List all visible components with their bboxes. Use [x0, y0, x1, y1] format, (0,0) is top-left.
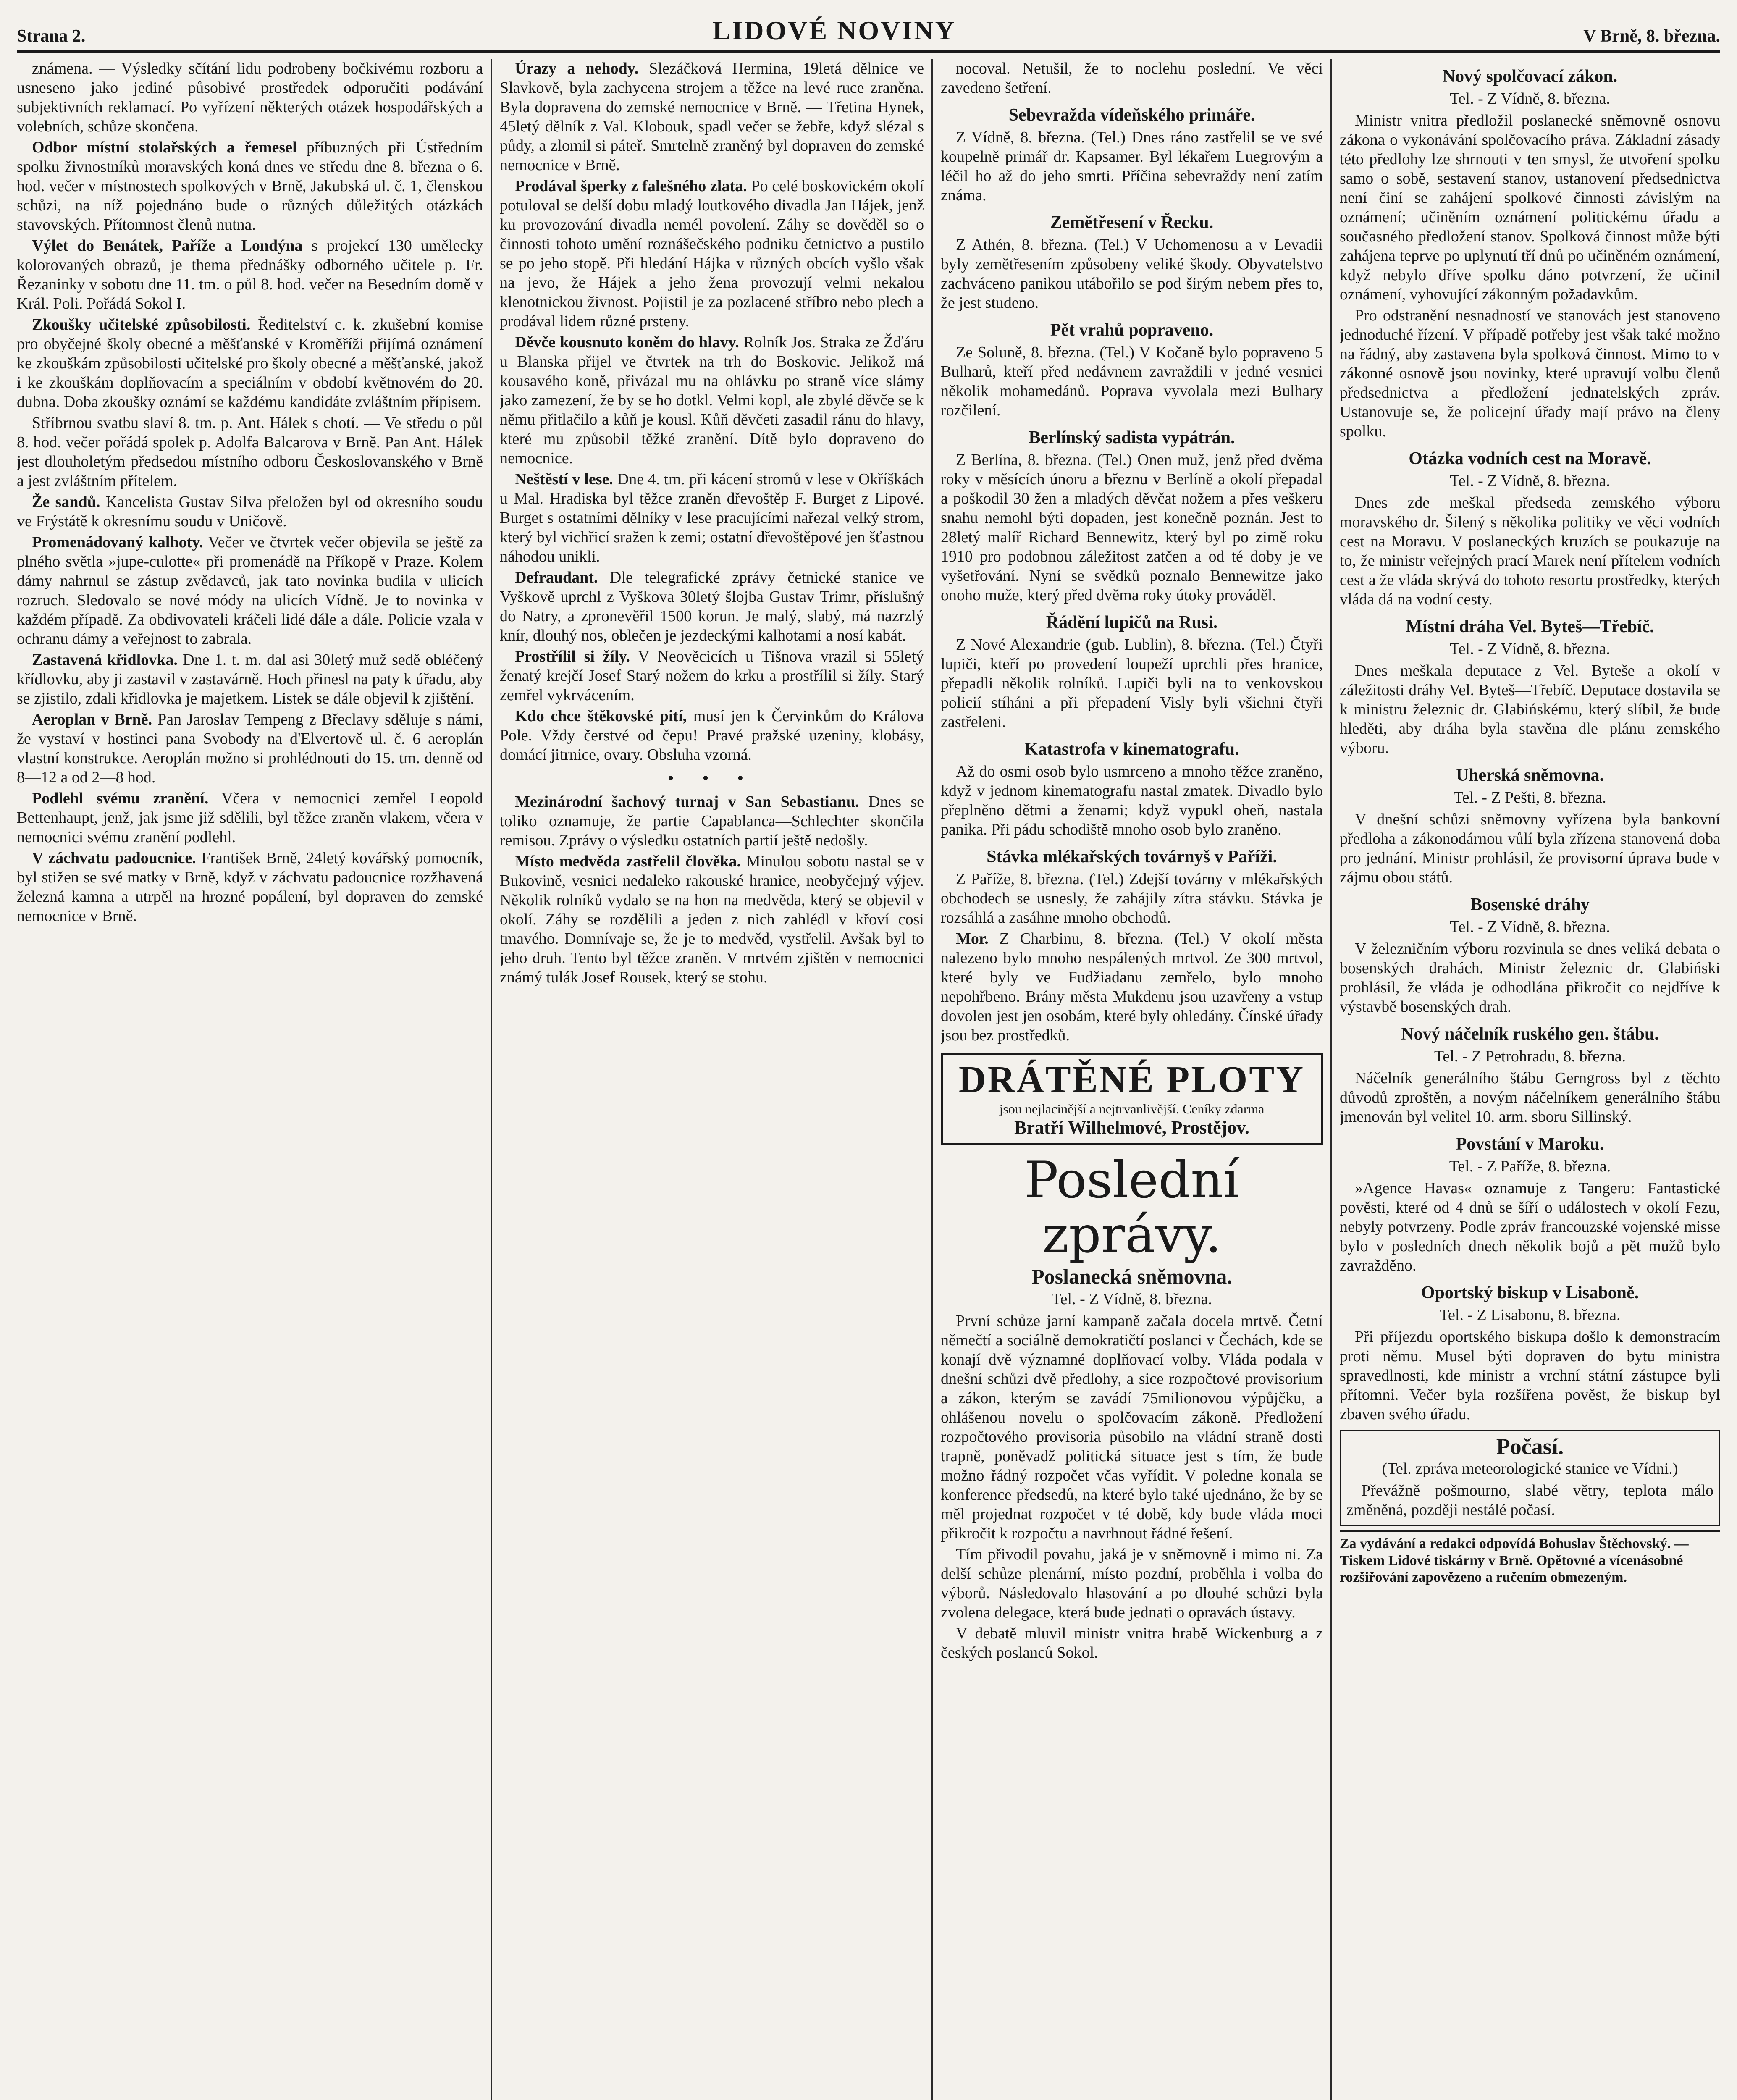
article-text: V debatě mluvil ministr vnitra hrabě Wickenburg a z českých poslanců Sokol. [941, 1625, 1323, 1662]
article-headline: Otázka vodních cest na Moravě. [1409, 449, 1651, 468]
article-text: Z Paříže, 8. března. (Tel.) Zdejší továrny v mlékařských obchodech se usnesly, že zahájily zítra stávku. Stávka je rozsáhlá a zasáhne mnoho obchodů. [941, 870, 1323, 927]
section-heading: Poslanecká sněmovna. [1031, 1265, 1232, 1288]
article-text: Pro odstranění nesnadností ve stanovách jest stanoveno jednoduché řízení. V případě potřeby jest však také možno na řádný, aby zastavena byla spolková činnost. Mimo to v zákonné osnově jsou novinky, které upravují volbu členů předsednictva a předložení jednatelských zpráv. Ustanovuje se, že policejní úřady mají právo na členy spolku. [1340, 307, 1720, 440]
article-headline: Prostřílil si žíly. [515, 648, 630, 665]
article-headline: Defraudant. [515, 569, 598, 586]
article-text [500, 792, 924, 850]
advertisement-wire-fences [941, 1053, 1323, 1145]
ad-title: DRÁTĚNÉ PLOTY [958, 1059, 1305, 1100]
article-headline: Promenádovaný kalhoty. [32, 533, 203, 551]
article-headline: Že sandů. [32, 493, 100, 511]
article-text: Z Athén, 8. března. (Tel.) V Uchomenosu a v Levadii byly zemětřesením způsobeny veliké škody. Obyvatelstvo zachváceno panikou utábořilo se pod širým nebem přes to, že jest studeno. [941, 236, 1323, 312]
article-text: Ze Soluně, 8. března. (Tel.) V Kočaně bylo popraveno 5 Bulharů, kteří před nedávnem zavraždili v jedné vesnici několik mohamedánů. Poprava vyvolala mezi Bulhary rozčilení. [941, 344, 1323, 419]
dateline: Tel. - Z Vídně, 8. března. [1052, 1290, 1212, 1308]
article-text [17, 710, 483, 787]
article-body: musí jen k Červinkům do Králova Pole. Vždy čerstvé od čepu! Pravé pražské uzeniny, klobásy, domácí jitrnice, ovary. Obsluha vzorná. [500, 707, 924, 764]
newspaper-title: LIDOVÉ NOVINY [712, 16, 956, 45]
article-text: »Agence Havas« oznamuje z Tangeru: Fantastické pověsti, které od 4 dnů se šíří o událostech v okolí Fezu, nebyly potvrzeny. Podle zpráv francouzské vojenské misse bylo v posledních dnech několik bojů a pět mužů bylo zavražděno. [1340, 1179, 1720, 1274]
weather-forecast: Převážně pošmourno, slabé větry, teplota málo změněná, později nestálé počasí. [1346, 1482, 1713, 1519]
article-headline: Sebevražda vídeňského primáře. [1008, 105, 1255, 125]
column-3 [941, 59, 1323, 2100]
article-body: Ředitelství c. k. zkušební komise pro obyčejné školy obecné a měšťanské v Kroměříži přijímá oznámení ke zkouškám způsobilosti učitelské pro školy obecné a měšťanské, jakož i ke zkouškám doplňovacím a speciálním v období květnovém do 20. dubna. Doba zkoušky oznámí se každému kandidáte zvláštním přípisem. [17, 316, 483, 411]
article-body: V Neověcicích u Tišnova vrazil si 55letý ženatý krejčí Josef Starý nožem do krku a prostřílil si žíly. Starý zemřel vykrvácením. [500, 648, 924, 704]
article-text [17, 492, 483, 531]
article-headline: Mor. [956, 930, 989, 948]
article-body: Včera v nemocnici zemřel Leopold Bettenhaupt, jenž, jak jsme již sdělili, byl těžce zraněn vlakem, včera v nemocnici svému zranění podlehl. [17, 790, 483, 846]
dateline: Tel. - Z Vídně, 8. března. [1450, 918, 1610, 936]
article-text [17, 315, 483, 412]
article-text [500, 176, 924, 331]
article-headline: Stávka mlékařských továrnyš v Paříži. [987, 847, 1277, 866]
article-headline: Zastavená křidlovka. [32, 651, 178, 669]
article-body: Dne 4. tm. při kácení stromů v lese v Okříškách u Mal. Hradiska byl těžce zraněn dřevoštěp F. Burget z Lipové. Burget s ostatními dělníky v lese pracujícími nařezal velký strom, který byl vichřicí sražen k zemi; ostatní dřevoštěpové jen šťastnou náhodou unikli. [500, 470, 924, 565]
article-text [941, 929, 1323, 1045]
article-body: Z Charbinu, 8. března. (Tel.) V okolí města nalezeno bylo mnoho nespálených mrtvol. Ze 300 mrtvol, které byly ve Fudžiadanu zemřelo, bylo mnoho nepohřbeno. Brány města Mukdenu jsou uzavřeny a vstup dovolen jest jen osobám, které byly ohledány. Čínské úřady jsou bez prostředků. [941, 930, 1323, 1044]
article-body: příbuzných při Ústředním spolku živnostníků moravských koná dnes ve středu dne 8. března o 6. hod. večer v místnostech spolkových v Brně, Jakubská ul. č. 1, členskou schůzi, na níž pojednáno bude o různých důležitých otázkách stavovských. Přítomnost členů nutna. [17, 139, 483, 234]
article-text: Z Nové Alexandrie (gub. Lublin), 8. března. (Tel.) Čtyři lupiči, kteří po provedení loupeží uprchli přes hranice, přepadli několik rolníků. Lupiči byli na to venkovskou policií stíháni a při přepadení Visly byli všichni čtyři zastřeleni. [941, 636, 1323, 731]
article-text: V dnešní schůzi sněmovny vyřízena byla bankovní předloha a zákonodárnou vůlí byla zřízena stanovená doba pro jednání. Ministr prohlásil, že provisorní úprava bude v zájmu obou států. [1340, 811, 1720, 886]
article-headline: Podlehl svému zranění. [32, 790, 209, 807]
article-body: Slezáčková Hermina, 19letá dělnice ve Slavkově, byla zachycena strojem a těžce na levé ruce zraněna. Byla dopravena do zemské nemocnice v Brně. — Třetina Hynek, 45letý dělník z Val. Klobouk, spadl večer se žebře, když slézal s půdy, a zlomil si páteř. Smrtelně zraněný byl dopraven do zemské nemocnice v Brně. [500, 60, 924, 174]
article-headline: Místní dráha Vel. Byteš—Třebíč. [1406, 617, 1654, 636]
article-text: Dnes zde meškal předseda zemského výboru moravského dr. Šilený s několika politiky ve věci vodních cest na Moravu. V poslaneckých kruzích se poukazuje na to, že ministr veřejných prací Marek není přítelem vodních cest a že vláda skrývá do tohoto resortu prostředky, kterých vláda dá na vodní cesty. [1340, 494, 1720, 608]
article-text: Z Vídně, 8. března. (Tel.) Dnes ráno zastřelil se ve své koupelně primář dr. Kapsamer. Byl lékařem Luegrovým a léčil ho až do jeho smrti. Příčina sebevraždy není zatím známa. [941, 129, 1323, 204]
article-text: Z Berlína, 8. března. (Tel.) Onen muž, jenž před dvěma roky v měsících únoru a březnu v Berlíně a okolí přepadal a poškodil 30 žen a mladých děvčat nožem a přes veškeru snahu nemohl býti dopaden, jest konečně poznán. Jest to 28letý malíř Richard Bennewitz, který byl po zimě roku 1910 pro podobnou záležitost zatčen a od té doby je ve vyšetřování. Nyní se svědků poznalo Bennewitze jako onoho muže, který před dvěma roky útoky prováděl. [941, 451, 1323, 604]
article-headline: Uherská sněmovna. [1456, 766, 1604, 785]
article-text: Náčelník generálního štábu Gerngross byl z těchto důvodů zproštěn, a novým náčelníkem generálního štábu jmenován byl velitel 10. arm. sboru Sillinský. [1340, 1069, 1720, 1126]
article-text: Ministr vnitra předložil poslanecké sněmovně osnovu zákona o vykonávání spolčovacího práva. Základní zásady této předlohy lze shrnouti v ten smysl, že utvoření spolku samo o sobě, sestavení stanov, ustanovení předsednictva není činí se zahájení spolkové činnosti závislým na oznámení; učiněním oznámení politickému úřadu a současného předložení stanov. Spolková činnost může býti zahájena teprve po uplynutí tří dnů po učiněném oznámení, když nebylo dříve spolku dáno potvrzení, že učinil oznámení, vyhovující zákonným požadavkům. [1340, 112, 1720, 303]
article-headline: Nový náčelník ruského gen. štábu. [1401, 1024, 1659, 1044]
article-body: František Brně, 24letý kovářský pomocník, byl stižen se své matky v Brně, když v záchvatu padoucnice rozžhavená železná kamna a utrpěl na hrozné popálení, byl dopraven do zemské nemocnice v Brně. [17, 849, 483, 925]
column-divider [1330, 59, 1332, 2100]
article-text: nocoval. Netušil, že to noclehu poslední. Ve věci zavedeno šetření. [941, 60, 1323, 97]
article-body: Pan Jaroslav Tempeng z Břeclavy sděluje s námi, že vystaví v hostinci pana Svobody na d'Elvertově ul. č. 6 aeroplán vlastní konstrukce. Aeroplán možno si prohlédnouti do 15. tm. denně od 8—12 a od 2—8 hod. [17, 711, 483, 786]
article-body: Dnes se toliko oznamuje, že partie Capablanca—Schlechter skončila remisou. Zprávy o výsledku ostatních partií ještě nedošly. [500, 793, 924, 849]
article-headline: Kdo chce štěkovské pití, [515, 707, 687, 725]
article-text: známena. — Výsledky sčítání lidu podrobeny bočkivému rozboru a usneseno jako jediné působivé prostředek odporučiti podávání subjektivních reklamací. Po vyřízení některých otázek hospodářských a volebních, schůze skončena. [17, 60, 483, 135]
article-columns [17, 59, 1720, 2100]
article-body: s projekcí 130 umělecky kolorovaných obrazů, je thema přednášky odborného učitele p. Fr. Řezaninky v sobotu dne 11. tm. o půl 8. hod. večer na Besedním domě v Král. Poli. Pořádá Sokol I. [17, 237, 483, 312]
section-separator: • • • [668, 769, 756, 787]
article-headline: Nový spolčovací zákon. [1442, 67, 1618, 86]
column-divider [491, 59, 492, 2100]
article-body: Dle telegrafické zprávy četnické stanice ve Vyškově uprchl z Vyškova 30letý šlojba Gustav Trimr, příslušný do Natry, a zpronevěřil 1500 korun. Je malý, slabý, má nazrzlý knír, dlouhý nos, oblečen je jezdeckými kalhotami a nosí kabát. [500, 569, 924, 644]
article-headline: Neštěstí v lese. [515, 470, 613, 488]
column-1 [17, 59, 483, 2100]
article-body: Kancelista Gustav Silva přeložen byl od okresního soudu ve Frýstátě k okresnímu soudu v Uničově. [17, 493, 483, 530]
weather-box [1340, 1430, 1720, 1526]
column-2 [500, 59, 924, 2100]
dateline: Tel. - Z Vídně, 8. března. [1450, 90, 1610, 108]
article-headline: Místo medvěda zastřelil člověka. [515, 853, 741, 870]
article-text [500, 59, 924, 175]
weather-source: (Tel. zpráva meteorologické stanice ve Vídni.) [1382, 1460, 1678, 1478]
article-body: Večer ve čtvrtek večer objevila se ještě za plného světla »jupe-culotte« při promenádě na Příkopě v Praze. Kolem dámy nahrnul se zástup zvědavců, jak tato novinka budila v ulicích rozruch. Sledovalo se nové módy na ulicích Vídně. Je to novinka v každém případě. Za obdivovateli kráčeli lidé dále a dále. Policie vzala v ochranu dámy a veřejnost to zabrala. [17, 533, 483, 648]
article-headline: V záchvatu padoucnice. [32, 849, 196, 867]
dateline: Tel. - Z Petrohradu, 8. března. [1434, 1047, 1626, 1065]
article-body: Po celé boskovickém okolí potuloval se delší dobu mladý loutkového divadla Jan Hájek, jenž ku provozování divadla nemél povolení. Záhy se dověděl so o činnosti tohoto umění roznášečského podniku četnictvo a pustilo se po jeho stopě. Při hledání Hájka v různých obcích vyšlo však na jevo, že Hájek a jeho žena provozují velmi nekalou klenotnickou živnost. Pojistil je za pozlacené stříbro nebo plech a prodával lidem různé prsteny. [500, 177, 924, 330]
article-text [17, 236, 483, 313]
article-headline: Zkoušky učitelské způsobilosti. [32, 316, 251, 333]
article-headline: Katastrofa v kinematografu. [1024, 740, 1239, 759]
article-text [500, 647, 924, 705]
issue-date: V Brně, 8. března. [1583, 26, 1720, 46]
article-headline: Bosenské dráhy [1470, 895, 1590, 914]
article-text: Tím přivodil povahu, jaká je v sněmovně i mimo ni. Za delší schůze plenární, místo pozdní, proběhla i volba do výborů. Následovalo hlasování a po dlouhé schůzi byla zvolena delegace, která bude jednati o opravách ústavy. [941, 1546, 1323, 1621]
column-4 [1340, 59, 1720, 2100]
dateline: Tel. - Z Pešti, 8. března. [1454, 789, 1606, 806]
article-text: První schůze jarní kampaně začala docela mrtvě. Četní němečtí a sociálně demokratičtí poslanci v Čechách, kde se konají dvě významné doplňovací volby. Vláda podala v dnešní schůzi dvě předlohy, a sice rozpočtové provisorium a zákon, kterým se zavádí 75milionovou výpůjčku, a ohlášenou novelu o spolčovacím zákoně. Předložení rozpočtového provisoria působilo na vládní straně dosti trapně, poněvadž politická situace jest s tím, že bude možno řádný rozpočet včas vyřídit. V poledne konala se konference předsedů, na které bylo také ujednáno, že by se měl projednat rozpočet v té době, kdy bude vláda moci přikročit k rozpočtu a navrhnout řádné řešení. [941, 1312, 1323, 1542]
article-body: Dne 1. t. m. dal asi 30letý muž sedě obléčený křídlovku, aby ji zastavil v zastavárně. Hoch přinesl na paty k úřadu, aby se zjistilo, zdali křidlovka je majetkem. Listek se dále objevil k zjištění. [17, 651, 483, 707]
article-headline: Děvče kousnuto koněm do hlavy. [515, 333, 740, 351]
article-body: Minulou sobotu nastal se v Bukovině, vesnici nedaleko rakouské hranice, neobyčejný výjev. Několik rolníků vydalo se na hon na medvěda, který se objevil v okolí. Záhy se rozdělili a jeden z nich zahlédl v křoví cosi tmavého. Domnívaje se, že je to medvěd, vystřelil. Avšak byl to jeho druh. Tento byl těžce zraněn. V mrtvém zjištěn v nemocnici známý tulák Josef Rousek, který se stohu. [500, 853, 924, 986]
dateline: Tel. - Z Vídně, 8. března. [1450, 640, 1610, 658]
article-headline: Oportský biskup v Lisaboně. [1421, 1283, 1639, 1302]
article-headline: Pět vrahů popraveno. [1050, 320, 1214, 340]
article-headline: Výlet do Benátek, Paříže a Londýna [32, 237, 303, 255]
article-text: Při příjezdu oportského biskupa došlo k demonstracím proti němu. Musel býti dopraven do bytu ministra spravedlnosti, kde ministr a vrchní státní zástupce byli přítomni. Večer byla rozšířena pověst, že biskup byl zbaven svého úřadu. [1340, 1328, 1720, 1423]
article-text: Až do osmi osob bylo usmrceno a mnoho těžce zraněno, když v jednom kinematografu nastal zmatek. Divadlo bylo přeplněno dětmi a ženami; když vypukl oheň, nastala panika. Při pádu schodiště mnoho osob bylo zraněno. [941, 763, 1323, 838]
article-headline: Mezinárodní šachový turnaj v San Sebastianu. [515, 793, 859, 811]
article-text [500, 706, 924, 764]
article-text [500, 333, 924, 468]
article-headline: Prodával šperky z falešného zlata. [515, 177, 747, 195]
article-text [500, 470, 924, 566]
article-headline: Aeroplan v Brně. [32, 711, 152, 728]
article-headline: Úrazy a nehody. [515, 60, 639, 77]
article-text: Dnes meškala deputace z Vel. Byteše a okolí v záležitosti dráhy Vel. Byteš—Třebíč. Deputace dostavila se k ministru železnic dr. Glabińskému, který slíbil, že bude hleděti, aby dráha byla stavěna dle plánu zemského výboru. [1340, 662, 1720, 757]
article-text [17, 650, 483, 708]
article-text [17, 789, 483, 847]
column-divider [931, 59, 933, 2100]
article-headline: Řádění lupičů na Rusi. [1046, 613, 1218, 632]
article-text [17, 533, 483, 648]
imprint: Za vydávání a redakci odpovídá Bohuslav Štěchovský. — Tiskem Lidové tiskárny v Brně. Opětovné a vícenásobné rozšiřování zapovězeno a ručením obmezeným. [1340, 1530, 1720, 1586]
ad-text: jsou nejlacinější a nejtrvanlivější. Ceníky zdarma [999, 1101, 1265, 1116]
ad-brand: Bratří Wilhelmové, Prostějov. [1014, 1117, 1249, 1138]
article-text [17, 848, 483, 926]
article-text [500, 568, 924, 645]
article-headline: Odbor místní stolařských a řemesel [32, 139, 297, 156]
masthead [17, 8, 1720, 52]
latest-news-heading: Poslední zprávy. [1024, 1151, 1239, 1264]
article-text [17, 138, 483, 234]
dateline: Tel. - Z Lisabonu, 8. března. [1439, 1306, 1621, 1324]
article-text: Stříbrnou svatbu slaví 8. tm. p. Ant. Hálek s chotí. — Ve středu o půl 8. hod. večer pořádá spolek p. Adolfa Balcarova v Brně. Pan Ant. Hálek jest dlouholetým předsedou místního odboru Českoslovanského v Brně a jest zvláštním přítelem. [17, 414, 483, 490]
weather-heading: Počasí. [1496, 1434, 1564, 1459]
dateline: Tel. - Z Paříže, 8. března. [1449, 1158, 1611, 1175]
article-text [500, 852, 924, 987]
article-text: V železničním výboru rozvinula se dnes veliká debata o bosenských drahách. Ministr železnic dr. Glabiński prohlásil, že vláda je odhodlána přikročit co nejdříve k výstavbě bosenských drah. [1340, 940, 1720, 1016]
article-headline: Povstání v Maroku. [1456, 1134, 1604, 1154]
article-headline: Zemětřesení v Řecku. [1050, 213, 1214, 232]
dateline: Tel. - Z Vídně, 8. března. [1450, 472, 1610, 490]
page-number: Strana 2. [17, 26, 86, 46]
article-body: Rolník Jos. Straka ze Žďáru u Blanska přijel ve čtvrtek na trh do Boskovic. Jelikož má kousavého koně, přivázal mu na ohlávku po straně více slámy jako zamezení, že by se ho dotkl. Velmi kopl, ale zbylé děvče se k němu přitlačilo a kůň je kousl. Kůň děvčeti zasadil ránu do hlavy, které mu způsobil těžké zranění. Dítě bylo dopraveno do nemocnice. [500, 333, 924, 467]
article-headline: Berlínský sadista vypátrán. [1029, 428, 1235, 447]
